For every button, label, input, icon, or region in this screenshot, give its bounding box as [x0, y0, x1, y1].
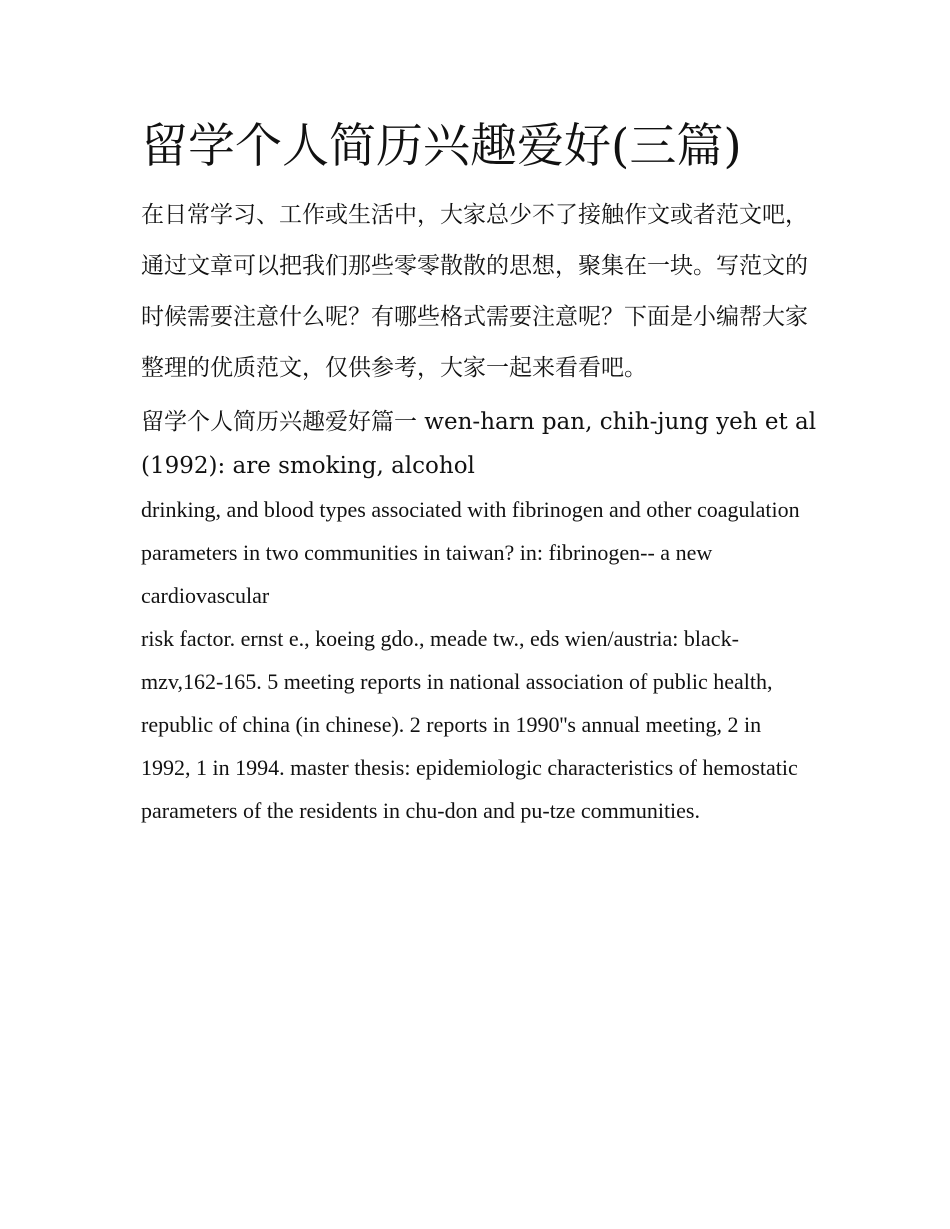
- reference-line: parameters of the residents in chu-don and pu-tze communities.: [141, 798, 700, 823]
- intro-paragraph: 在日常学习、工作或生活中，大家总少不了接触作文或者范文吧，通过文章可以把我们那些零零散散的思想，聚集在一块。写范文的时候需要注意什么呢？有哪些格式需要注意呢？下面是小编帮大家整理的优质范文，仅供参考，大家一起来看看吧。: [141, 202, 808, 381]
- section-one-intro: 留学个人简历兴趣爱好篇一 wen-harn pan, chih-jung yeh et al (1992): are smoking, alcohol: [141, 409, 817, 479]
- reference-line: mzv,162-165. 5 meeting reports in national association of public health,: [141, 669, 773, 694]
- document-body: [141, 116, 821, 832]
- document-title: 留学个人简历兴趣爱好(三篇): [141, 119, 742, 174]
- reference-line: drinking, and blood types associated with fibrinogen and other coagulation: [141, 497, 800, 522]
- reference-line: parameters in two communities in taiwan? in: fibrinogen-- a new cardiovascular: [141, 540, 713, 608]
- reference-line: risk factor. ernst e., koeing gdo., meade tw., eds wien/austria: black-: [141, 626, 739, 651]
- reference-line: 1992, 1 in 1994. master thesis: epidemiologic characteristics of hemostatic: [141, 755, 798, 780]
- reference-line: republic of china (in chinese). 2 reports in 1990''s annual meeting, 2 in: [141, 712, 762, 737]
